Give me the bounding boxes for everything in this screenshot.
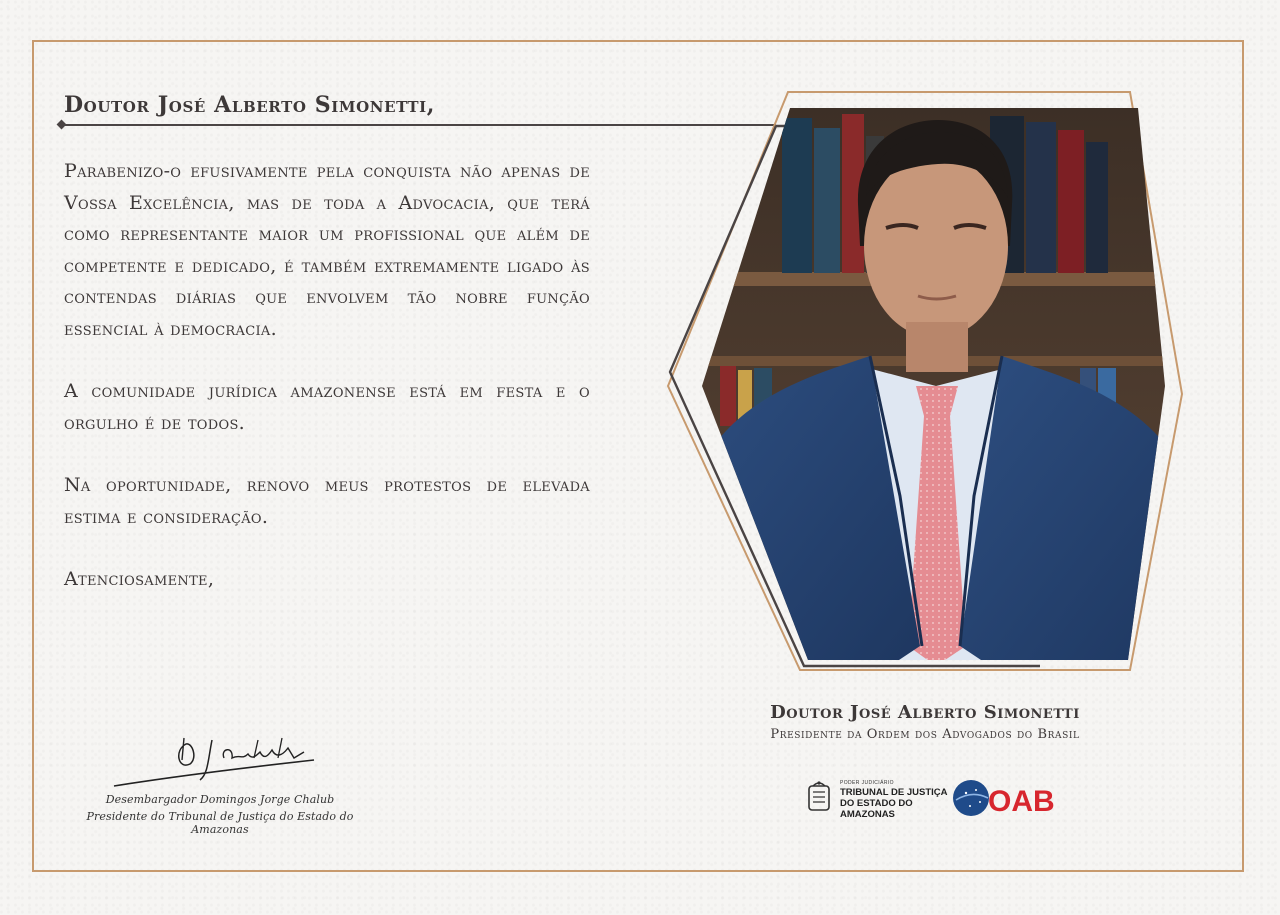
tj-label-line1: TRIBUNAL DE JUSTIÇA	[840, 787, 948, 798]
letter-heading: Doutor José Alberto Simonetti,	[64, 92, 435, 118]
signer-role: Presidente do Tribunal de Justiça do Estado do Amazonas	[86, 810, 354, 836]
oab-logo	[952, 776, 1055, 820]
handwritten-signature	[104, 730, 324, 792]
tj-seal-icon	[806, 780, 832, 814]
tj-label-small: PODER JUDICIÁRIO	[840, 780, 894, 786]
tj-label	[840, 787, 950, 820]
portrait-caption-name: Doutor José Alberto Simonetti	[770, 702, 1080, 723]
closing-salutation: Atenciosamente,	[64, 568, 215, 590]
signer-name: Desembargador Domingos Jorge Chalub	[105, 793, 335, 806]
paragraph-community: A comunidade jurídica amazonense está em festa e o orgulho é de todos.	[64, 380, 590, 434]
oab-text: OAB	[988, 785, 1055, 818]
institution-logos	[806, 776, 1056, 820]
portrait-frame	[660, 86, 1190, 666]
letter-body	[64, 156, 590, 596]
paragraph-congratulations: Parabenizo-o efusivamente pela conquista não apenas de Vossa Excelência, mas de toda a Advocacia, que terá como representante maior um profissional que além de competente e dedicado, é também extremamente ligado às contendas diárias que envolvem tão nobre função essencial à democracia.	[64, 160, 590, 340]
tj-label-line2: DO ESTADO DO AMAZONAS	[840, 798, 913, 820]
paragraph-regards: Na oportunidade, renovo meus protestos de elevada estima e consideração.	[64, 474, 590, 528]
portrait-caption-role: Presidente da Ordem dos Advogados do Brasil	[770, 727, 1080, 742]
portrait-photo	[660, 86, 1190, 666]
